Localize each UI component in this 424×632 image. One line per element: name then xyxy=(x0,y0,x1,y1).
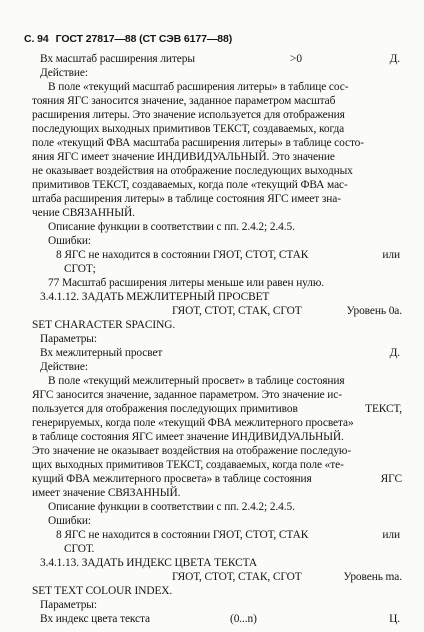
levels-line xyxy=(172,570,402,584)
level-label: Уровень 0а. xyxy=(346,305,402,317)
section-heading: 3.4.1.12. ЗАДАТЬ МЕЖЛИТЕРНЫЙ ПРОСВЕТ xyxy=(40,291,270,303)
param-line xyxy=(40,612,400,626)
text-line: Действие: xyxy=(40,67,88,79)
text-line: СГОТ; xyxy=(64,263,96,275)
param-type: Д. xyxy=(389,53,400,65)
param-name: Вх межлитерный просвет xyxy=(40,347,163,359)
text-line: Описание функции в соответствии с пп. 2.4.2; 2.4.5. xyxy=(48,501,295,513)
states-list: ГЯОТ, СТОТ, СТАК, СГОТ xyxy=(172,571,302,583)
param-line xyxy=(40,346,400,360)
text-line: СГОТ. xyxy=(64,543,95,555)
text-line: генерируемых, когда поле «текущий ФВА межлитерного просвета» xyxy=(32,417,354,429)
text-line: чение СВЯЗАННЫЙ. xyxy=(32,207,135,219)
text-line: в таблице состояния ЯГС имеет значение ИНДИВИДУАЛЬНЫЙ. xyxy=(32,431,344,443)
text-line: яния ЯГС имеет значение ИНДИВИДУАЛЬНЫЙ. Это значение xyxy=(32,151,335,163)
standard-title: ГОСТ 27817—88 (СТ СЭВ 6177—88) xyxy=(55,33,233,45)
param-type: Д. xyxy=(389,347,400,359)
params-heading: Параметры: xyxy=(40,599,97,611)
text-line: В поле «текущий масштаб расширения литеры» в таблице сос- xyxy=(48,81,349,93)
param-range: >0 xyxy=(290,53,302,65)
text-line: пользуется для отображения последующих примитивов ТЕКСТ, xyxy=(32,403,402,415)
text-line: примитивов ТЕКСТ, создаваемых, когда поле «текущий ФВА мас- xyxy=(32,179,348,191)
text-line: Это значение не оказывает воздействия на отображение последую- xyxy=(32,445,352,457)
page-header xyxy=(24,32,232,46)
error-text: 8 ЯГС не находится в состоянии ГЯОТ, СТОТ, СТАК xyxy=(56,249,309,261)
section-heading: 3.4.1.13. ЗАДАТЬ ИНДЕКС ЦВЕТА ТЕКСТА xyxy=(40,557,258,569)
error-line: 77 Масштаб расширения литеры меньше или равен нулю. xyxy=(48,277,325,289)
text-line: ЯГС заносится значение, заданное параметром. Это значение ис- xyxy=(32,389,342,401)
error-line xyxy=(56,528,400,542)
param-type: Ц. xyxy=(389,613,400,625)
text-line: не оказывает воздействия на отображение последующих выходных xyxy=(32,165,353,177)
text-line: В поле «текущий межлитерный просвет» в таблице состояния xyxy=(48,375,345,387)
param-name: Вх индекс цвета текста xyxy=(40,613,150,625)
level-label: Уровень ma. xyxy=(343,571,402,583)
error-line xyxy=(56,248,400,262)
param-line xyxy=(40,52,400,66)
error-tail: или xyxy=(382,529,400,541)
errors-heading: Ошибки: xyxy=(48,235,91,247)
text-line: расширения литеры. Это значение используется для отображения xyxy=(32,109,345,121)
function-name: SET CHARACTER SPACING. xyxy=(32,319,176,331)
text-line: щих выходных примитивов ТЕКСТ, создаваемых, когда поле «те- xyxy=(32,459,344,471)
action-heading: Действие: xyxy=(40,361,88,373)
error-text: 8 ЯГС не находится в состоянии ГЯОТ, СТОТ, СТАК xyxy=(56,529,309,541)
text-line: имеет значение СВЯЗАННЫЙ. xyxy=(32,487,181,499)
text-line: тояния ЯГС заносится значение, заданное параметром масштаб xyxy=(32,95,336,107)
page-number: С. 94 xyxy=(24,33,49,45)
text-line: поле «текущий ФВА масштаба расширения литеры» в таблице состо- xyxy=(32,137,364,149)
function-name: SET TEXT COLOUR INDEX. xyxy=(32,585,173,597)
errors-heading: Ошибки: xyxy=(48,515,91,527)
levels-line xyxy=(172,304,402,318)
param-name: Вх масштаб расширения литеры xyxy=(40,53,195,65)
text-line: кущий ФВА межлитерного просвета» в таблице состояния ЯГС xyxy=(32,473,402,485)
error-tail: или xyxy=(382,249,400,261)
params-heading: Параметры: xyxy=(40,333,97,345)
param-range: (0...n) xyxy=(230,613,257,625)
text-line: Описание функции в соответствии с пп. 2.4.2; 2.4.5. xyxy=(48,221,295,233)
text-line: штаба расширения литеры» в таблице состояния ЯГС имеет зна- xyxy=(32,193,341,205)
text-line: последующих выходных примитивов ТЕКСТ, создаваемых, когда xyxy=(32,123,345,135)
states-list: ГЯОТ, СТОТ, СТАК, СГОТ xyxy=(172,305,302,317)
